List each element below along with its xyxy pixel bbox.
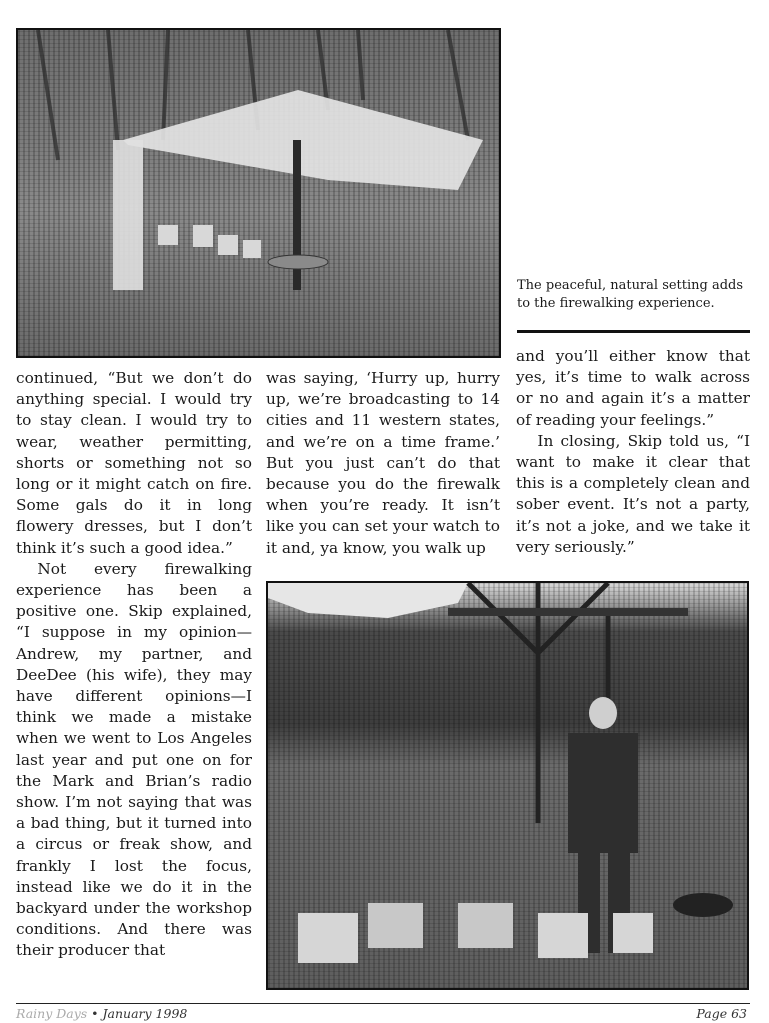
photo-caption: The peaceful, natural setting adds to the firewalking experience. (517, 278, 744, 311)
paragraph: Not every firewalking experience has been a positive one. Skip explained, “I suppose in my opinion—Andrew, my partner, and DeeDee (his wife), they may have different opinions—I think we made a mistake when we went to Los Angeles last year and put one on for the Mark and Brian’s radio show. I’m not saying that was a bad thing, but it turned into a circus or freak show, and frankly I lost the focus, instead like we do it in the backyard under the workshop conditions. And there was their producer that (16, 559, 252, 960)
paragraph: continued, “But we don’t do anything special. I would try to stay clean. I would try to wear, weather permitting, shorts or something not so long or it might catch on fire. Some gals do it in long flowery dresses, but I don’t think it’s such a good idea.” (16, 369, 252, 557)
paragraph: was saying, ‘Hurry up, hurry up, we’re broadcasting to 14 cities and 11 western states, and we’re on a time frame.’ But you just can’t do that because you do the firewalk when you’re ready. It isn’t like you can set your watch to it and, ya know, you walk up (266, 369, 500, 557)
article-column-2 (266, 368, 500, 559)
paragraph: In closing, Skip told us, “I want to make it clear that this is a completely clean and sober event. It’s not a party, it’s not a joke, and we take it very seriously.” (516, 431, 750, 556)
caption-divider (517, 330, 750, 333)
footer-divider (16, 1003, 750, 1004)
photo-man-with-chairs (266, 581, 749, 990)
man-scene-illustration (268, 583, 747, 988)
issue-date: January 1998 (102, 1006, 188, 1021)
footer-publication-info (16, 1006, 187, 1021)
canopy-scene-illustration (18, 30, 499, 356)
page-number: Page 63 (696, 1006, 747, 1021)
paragraph: and you’ll either know that yes, it’s time to walk across or no and again it’s a matter of reading your feelings.” (516, 347, 750, 429)
photo-canopy-backyard (16, 28, 501, 358)
publication-name: Rainy Days (16, 1006, 88, 1021)
footer-separator: • (87, 1006, 103, 1021)
article-column-3 (516, 346, 750, 558)
article-column-1 (16, 368, 252, 962)
